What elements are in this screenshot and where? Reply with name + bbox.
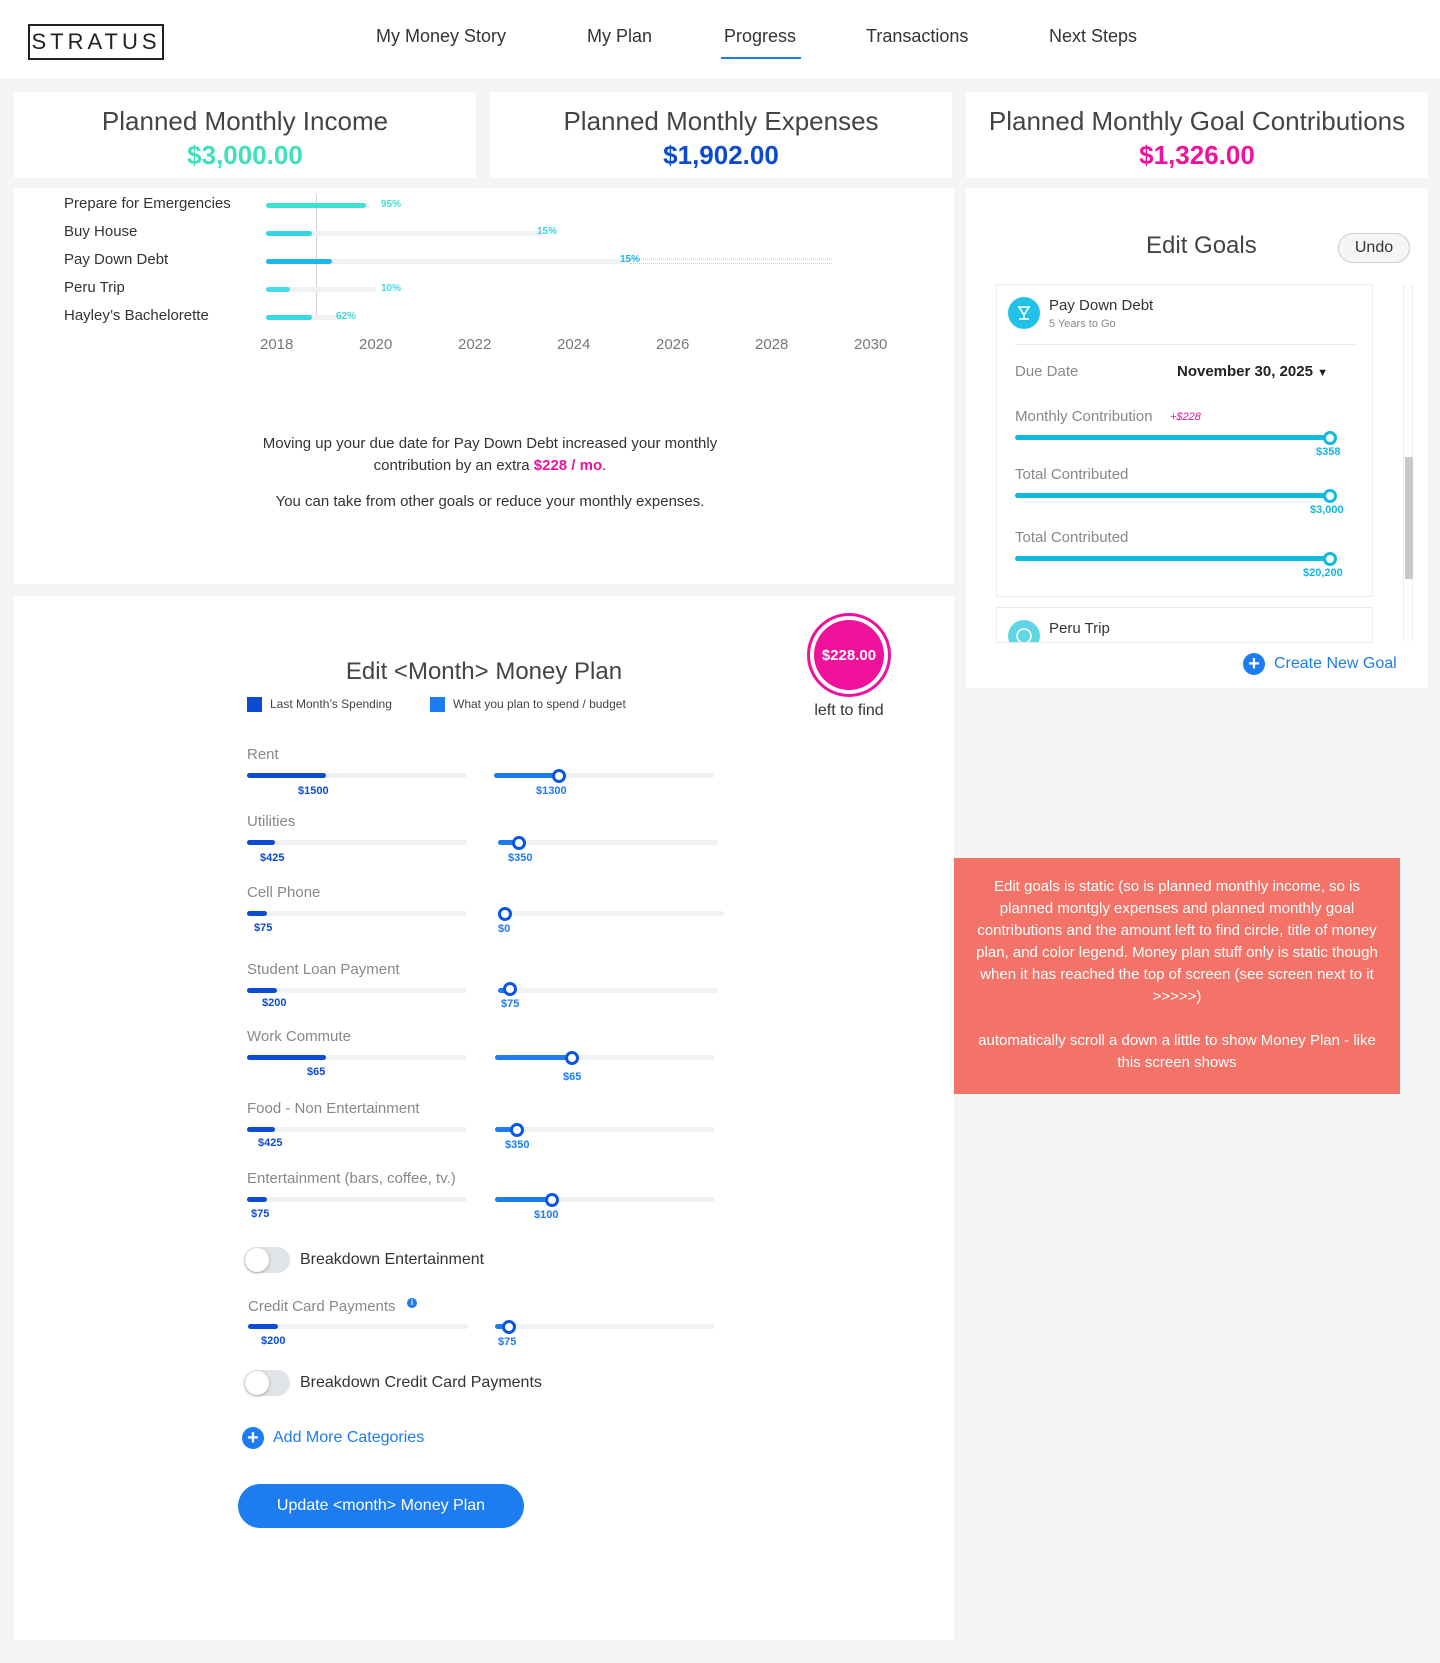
edit-goals-scrollbar[interactable]: [1403, 284, 1413, 641]
stratus-logo[interactable]: STRATUS: [28, 24, 164, 60]
plan-value: $1300: [536, 785, 567, 797]
extra-contribution-amount: $228 / mo: [533, 457, 603, 474]
goal-timeline-card: [14, 188, 954, 584]
goal-card-peru-trip[interactable]: [996, 607, 1373, 643]
total-contributed-handle[interactable]: [1323, 489, 1337, 503]
due-date-message-period: .: [602, 457, 607, 474]
planned-goal-contributions-title: Planned Monthly Goal Contributions: [988, 106, 1406, 136]
goal-card-pay-down-debt[interactable]: [996, 284, 1373, 597]
update-money-plan-button[interactable]: Update <month> Money Plan: [238, 1484, 524, 1528]
last-month-track: [247, 911, 467, 916]
timeline-year: 2026: [656, 336, 690, 353]
last-month-value: $1500: [298, 785, 329, 797]
plan-slider-handle[interactable]: [503, 982, 517, 996]
due-date-label: Due Date: [1015, 363, 1079, 380]
divider: [1015, 344, 1355, 345]
nav-progress[interactable]: Progress: [724, 26, 796, 62]
last-month-bar: [247, 840, 275, 845]
goal-total-value: $20,200: [1303, 567, 1343, 579]
last-month-value: $200: [262, 997, 287, 1009]
category-label-food: Food - Non Entertainment: [247, 1100, 420, 1117]
plan-slider[interactable]: [498, 988, 718, 993]
nav-next-steps[interactable]: Next Steps: [1049, 26, 1138, 46]
breakdown-credit-card-toggle[interactable]: [244, 1370, 290, 1396]
category-label-work-commute: Work Commute: [247, 1028, 351, 1045]
timeline-year: 2022: [458, 336, 492, 353]
category-label-rent: Rent: [247, 746, 279, 763]
category-label-utilities: Utilities: [247, 813, 296, 830]
plan-slider-handle[interactable]: [545, 1193, 559, 1207]
last-month-bar: [247, 988, 277, 993]
note-paragraph: automatically scroll a down a little to show Money Plan - like this screen shows: [978, 1032, 1376, 1071]
category-label-entertainment: Entertainment (bars, coffee, tv.): [247, 1170, 456, 1187]
timeline-year: 2024: [557, 336, 591, 353]
plan-slider-handle[interactable]: [510, 1123, 524, 1137]
last-month-bar: [248, 1324, 278, 1329]
breakdown-entertainment-label: Breakdown Entertainment: [300, 1251, 485, 1268]
last-month-value: $425: [260, 852, 285, 864]
last-month-track: [247, 1127, 467, 1132]
last-month-track: [248, 1324, 468, 1329]
money-plan-title: Edit <Month> Money Plan: [345, 658, 623, 685]
timeline-pct: 10%: [381, 283, 402, 294]
due-date-value: November 30, 2025: [1177, 363, 1313, 380]
timeline-pct: 62%: [336, 311, 357, 322]
left-to-find-amount: $228.00: [814, 620, 884, 690]
planned-income-value: $3,000.00: [187, 140, 303, 170]
due-date-message-text: contribution by an extra: [373, 457, 534, 474]
planned-expenses-card: [490, 92, 952, 178]
plan-slider[interactable]: [495, 1324, 715, 1329]
last-month-value: $425: [258, 1137, 283, 1149]
plan-value: $75: [498, 1336, 517, 1348]
add-more-categories-link[interactable]: Add More Categories: [273, 1429, 425, 1446]
undo-button[interactable]: Undo: [1338, 233, 1410, 263]
plan-slider[interactable]: [495, 1127, 715, 1132]
timeline-bar: [266, 203, 366, 208]
planned-expenses-value: $1,902.00: [663, 140, 779, 170]
timeline-goal-label: Pay Down Debt: [64, 251, 169, 268]
timeline-bar: [266, 231, 312, 236]
scrollbar-thumb[interactable]: [1405, 457, 1413, 579]
planned-goal-contributions-card: [966, 92, 1428, 178]
breakdown-credit-card-label: Breakdown Credit Card Payments: [300, 1374, 542, 1391]
debt-icon: [1008, 297, 1040, 329]
total-contributed-value: $3,000: [1310, 504, 1344, 516]
legend-last-month: Last Month’s Spending: [270, 697, 392, 711]
plan-value: $350: [508, 852, 533, 864]
total-contributed-label: Total Contributed: [1015, 529, 1129, 546]
chevron-down-icon: ▼: [1317, 367, 1328, 379]
due-date-message-line1: Moving up your due date for Pay Down Debt increased your monthly: [262, 435, 718, 452]
goal-time-remaining: 5 Years to Go: [1049, 318, 1116, 330]
goal-total-slider[interactable]: [1015, 556, 1331, 561]
top-nav-bar: [0, 0, 1440, 78]
plan-value: $75: [501, 998, 520, 1010]
plan-value: $100: [534, 1209, 559, 1221]
plan-slider-handle[interactable]: [552, 769, 566, 783]
total-contributed-slider[interactable]: [1015, 493, 1331, 498]
today-marker: [316, 195, 317, 315]
goal-total-handle[interactable]: [1323, 552, 1337, 566]
left-to-find-caption: left to find: [814, 702, 884, 719]
total-contributed-label: Total Contributed: [1015, 466, 1129, 483]
last-month-value: $75: [251, 1208, 270, 1220]
reduce-expenses-message: You can take from other goals or reduce your monthly expenses.: [275, 493, 705, 510]
last-month-track: [247, 1197, 467, 1202]
nav-transactions[interactable]: Transactions: [866, 26, 969, 46]
last-month-bar: [247, 911, 267, 916]
globe-icon: [1008, 620, 1040, 643]
plan-fill: [495, 1197, 550, 1202]
last-month-value: $65: [307, 1066, 326, 1078]
timeline-year: 2020: [359, 336, 393, 353]
last-month-bar: [247, 773, 326, 778]
nav-my-plan[interactable]: My Plan: [587, 26, 653, 46]
plan-value: $0: [498, 923, 511, 935]
legend-plan: What you plan to spend / budget: [453, 697, 626, 711]
monthly-contribution-label: Monthly Contribution: [1015, 408, 1153, 425]
info-icon[interactable]: i: [407, 1298, 417, 1308]
last-month-value: $200: [261, 1335, 286, 1347]
plan-slider[interactable]: [504, 911, 724, 916]
timeline-goal-label: Hayley’s Bachelorette: [64, 307, 209, 324]
goal-name: Pay Down Debt: [1049, 297, 1154, 314]
breakdown-entertainment-toggle[interactable]: [244, 1247, 290, 1273]
planned-goal-contributions-value: $1,326.00: [1139, 140, 1255, 170]
monthly-contribution-value: $358: [1316, 446, 1341, 458]
timeline-goal-label: Prepare for Emergencies: [64, 195, 231, 212]
plan-slider-handle[interactable]: [512, 836, 526, 850]
edit-goals-title: Edit Goals: [1146, 232, 1257, 259]
timeline-goal-label: Peru Trip: [64, 279, 125, 296]
planned-income-card: [14, 92, 476, 178]
plan-slider-handle[interactable]: [502, 1320, 516, 1334]
money-plan-card: [14, 596, 954, 1640]
create-goal-plus-icon[interactable]: +: [1243, 653, 1265, 675]
legend-swatch-last-month: [247, 697, 262, 712]
last-month-track: [247, 988, 467, 993]
plan-slider[interactable]: [498, 840, 718, 845]
legend-swatch-plan: [430, 697, 445, 712]
planned-expenses-title: Planned Monthly Expenses: [563, 106, 879, 136]
last-month-track: [247, 840, 467, 845]
due-date-message-line2: [14, 455, 966, 477]
left-to-find-circle: [807, 613, 891, 697]
due-date-dropdown[interactable]: [1177, 363, 1328, 380]
create-new-goal-link[interactable]: Create New Goal: [1274, 655, 1397, 672]
monthly-contribution-slider[interactable]: [1015, 435, 1331, 440]
edit-goals-panel: [966, 188, 1428, 688]
plan-value: $350: [505, 1139, 530, 1151]
timeline-pct: 15%: [620, 254, 641, 265]
add-categories-plus-icon[interactable]: +: [242, 1427, 264, 1449]
timeline-extension: [630, 259, 832, 264]
designer-note: [954, 858, 1400, 1094]
planned-income-title: Planned Monthly Income: [101, 106, 389, 136]
last-month-bar: [247, 1197, 267, 1202]
plan-slider-handle[interactable]: [565, 1051, 579, 1065]
timeline-year: 2028: [755, 336, 789, 353]
main-nav: [0, 26, 1440, 66]
timeline-bar: [266, 259, 332, 264]
category-label-student-loan: Student Loan Payment: [247, 961, 400, 978]
nav-my-money-story[interactable]: My Money Story: [376, 26, 507, 46]
note-paragraph: Edit goals is static (so is planned monthly income, so is planned montgly expenses and planned monthly goal contributions and the amount left to find circle, title of money plan, and color legend. Money plan stuff only is static though when it has reached the top of screen (see screen next to it >>>>>): [976, 878, 1378, 1005]
timeline-goal-label: Buy House: [64, 223, 138, 240]
timeline-pct: 15%: [537, 226, 558, 237]
timeline-pct: 95%: [381, 199, 402, 210]
category-label-credit-card: Credit Card Payments: [248, 1298, 396, 1315]
last-month-bar: [247, 1127, 275, 1132]
timeline-bar: [266, 287, 290, 292]
last-month-value: $75: [254, 922, 273, 934]
plan-slider-handle[interactable]: [498, 907, 512, 921]
category-label-cell-phone: Cell Phone: [247, 884, 321, 901]
plan-value: $65: [563, 1071, 582, 1083]
plan-fill: [494, 773, 560, 778]
last-month-bar: [247, 1055, 326, 1060]
timeline-year: 2030: [854, 336, 888, 353]
timeline-bar: [266, 315, 312, 320]
plan-fill: [495, 1055, 570, 1060]
monthly-contribution-handle[interactable]: [1323, 431, 1337, 445]
timeline-year: 2018: [260, 336, 294, 353]
monthly-contribution-delta: +$228: [1170, 411, 1201, 423]
goal-name: Peru Trip: [1049, 620, 1110, 637]
